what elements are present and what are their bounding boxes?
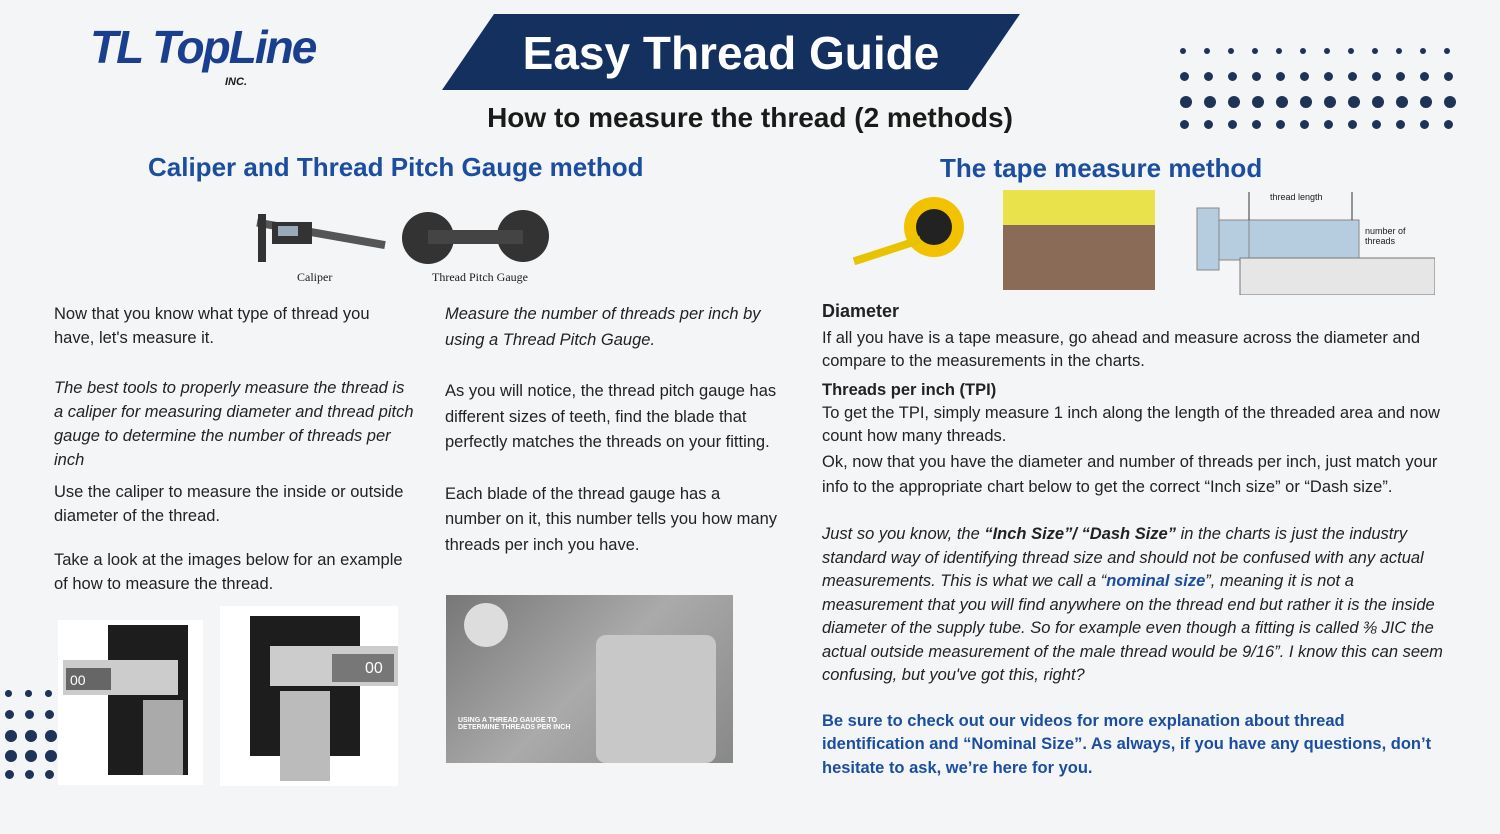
dot <box>1444 120 1453 129</box>
thread-gauge-photo <box>446 595 733 763</box>
dot <box>45 690 52 697</box>
thread-diagram <box>1195 190 1435 295</box>
dot <box>1324 120 1333 129</box>
dot <box>5 750 17 762</box>
dot <box>1276 96 1288 108</box>
dot <box>1228 96 1240 108</box>
gauge-caption: Thread Pitch Gauge <box>432 270 528 284</box>
note-e: ”, meaning it is not a measurement that you will find anywhere on the thread end but rather it is the inside diameter of the supply tube. So for example even though a fitting is called ⅜ JIC the actual outside measurement of the male thread would be 9/16”. I know this can seem confusing, but you've got this, right? <box>822 572 1443 684</box>
dot <box>45 710 54 719</box>
dot <box>1324 72 1333 81</box>
dot <box>1252 96 1264 108</box>
dot <box>25 710 34 719</box>
diameter-title: Diameter <box>822 301 900 321</box>
dot <box>5 710 14 719</box>
caliper-readout-1: 00 <box>70 672 86 688</box>
dot <box>1300 96 1312 108</box>
dot <box>1324 48 1330 54</box>
dot <box>1276 48 1282 54</box>
note-c: in the charts is just the industry standard way of identifying thread size and should not be confused with any actual measurements. This is what we call a “ <box>822 525 1424 590</box>
dot <box>1228 48 1234 54</box>
dot <box>1396 120 1405 129</box>
dot <box>1396 48 1402 54</box>
gauge-text: Measure the number of threads per inch by using a Thread Pitch Gauge. <box>445 305 761 349</box>
closing-text: Be sure to check out our videos for more explanation about thread identification and “Nominal Size”. As always, if you have any questions, don’t hesitate to ask, we’re here for you. <box>822 711 1432 777</box>
dot <box>1180 48 1186 54</box>
dot <box>5 690 12 697</box>
logo-brand: TL TopLine <box>90 21 316 73</box>
dot <box>1300 120 1309 129</box>
tape-method-heading: The tape measure method <box>940 153 1263 183</box>
dot <box>1372 48 1378 54</box>
dot <box>45 770 54 779</box>
page-subtitle: How to measure the thread (2 methods) <box>487 102 1013 133</box>
caliper-method-heading: Caliper and Thread Pitch Gauge method <box>148 152 644 182</box>
nominal-size-term: nominal size <box>1106 572 1206 590</box>
number-threads-label: number of threads <box>1365 226 1406 246</box>
dot <box>25 690 32 697</box>
dot <box>1276 120 1285 129</box>
dot <box>1180 72 1189 81</box>
tape-photo <box>1003 190 1155 290</box>
dot <box>1444 48 1450 54</box>
dot <box>5 770 14 779</box>
thread-length-label: thread length <box>1270 192 1323 202</box>
dot <box>1372 72 1381 81</box>
logo-sub: INC. <box>225 76 247 88</box>
dot <box>1420 72 1429 81</box>
dot <box>1324 96 1336 108</box>
dot <box>1252 120 1261 129</box>
caliper-photo-1 <box>58 620 203 785</box>
dot <box>1204 72 1213 81</box>
dot <box>45 750 57 762</box>
diameter-text: If all you have is a tape measure, go ahead and measure across the diameter and compare to the measurements in the charts. <box>822 329 1421 370</box>
dot <box>1228 120 1237 129</box>
intro-text: Now that you know what type of thread you have, let's measure it. <box>54 305 370 347</box>
dot <box>1396 72 1405 81</box>
dot <box>1420 120 1429 129</box>
caliper-caption: Caliper <box>297 270 333 284</box>
blade-text: Each blade of the thread gauge has a number on it, this number tells you how many threads per inch you have. <box>445 484 777 554</box>
dot <box>25 750 37 762</box>
dot <box>1372 120 1381 129</box>
tpi-text: To get the TPI, simply measure 1 inch along the length of the threaded area and now count how many threads. <box>822 404 1440 445</box>
caliper-text: Use the caliper to measure the inside or outside diameter of the thread. <box>54 483 404 525</box>
page-title: Easy Thread Guide <box>522 27 940 79</box>
dot <box>1252 48 1258 54</box>
dot <box>1228 72 1237 81</box>
dot <box>1204 96 1216 108</box>
dot <box>25 730 37 742</box>
dot <box>45 730 57 742</box>
dot <box>1348 120 1357 129</box>
note-sizes: “Inch Size”/ “Dash Size” <box>984 525 1176 543</box>
logo <box>90 21 316 73</box>
dot <box>1300 72 1309 81</box>
dot <box>5 730 17 742</box>
dot <box>1420 96 1432 108</box>
dot <box>1444 72 1453 81</box>
match-text: Ok, now that you have the diameter and number of threads per inch, just match your info to the appropriate chart below to get the correct “Inch size” or “Dash size”. <box>822 453 1438 496</box>
caliper-image <box>252 212 392 267</box>
tpi-title: Threads per inch (TPI) <box>822 381 997 399</box>
dot <box>1348 72 1357 81</box>
images-text: Take a look at the images below for an example of how to measure the thread. <box>54 551 403 593</box>
dot <box>1372 96 1384 108</box>
caliper-readout-2: 00 <box>365 660 383 677</box>
dot <box>1300 48 1306 54</box>
dot <box>1204 120 1213 129</box>
dot <box>1252 72 1261 81</box>
dot <box>25 770 34 779</box>
dot <box>1348 96 1360 108</box>
thread-gauge-image <box>398 208 553 268</box>
photo-caption: USING A THREAD GAUGE TO DETERMINE THREADS PER INCH <box>458 717 571 731</box>
tools-text: The best tools to properly measure the thread is a caliper for measuring diameter and thread pitch gauge to determine the number of threads per inch <box>54 379 414 469</box>
tape-measure-image <box>852 195 967 275</box>
dot <box>1180 120 1189 129</box>
teeth-text: As you will notice, the thread pitch gauge has different sizes of teeth, find the blade that perfectly matches the threads on your fitting. <box>445 382 777 451</box>
dot <box>1444 96 1456 108</box>
dot <box>1420 48 1426 54</box>
dot <box>1276 72 1285 81</box>
note-a: Just so you know, the <box>822 525 985 543</box>
dot <box>1396 96 1408 108</box>
dot <box>1180 96 1192 108</box>
caliper-photo-2 <box>220 606 398 786</box>
dot <box>1348 48 1354 54</box>
dot <box>1204 48 1210 54</box>
nominal-note <box>822 523 1447 688</box>
